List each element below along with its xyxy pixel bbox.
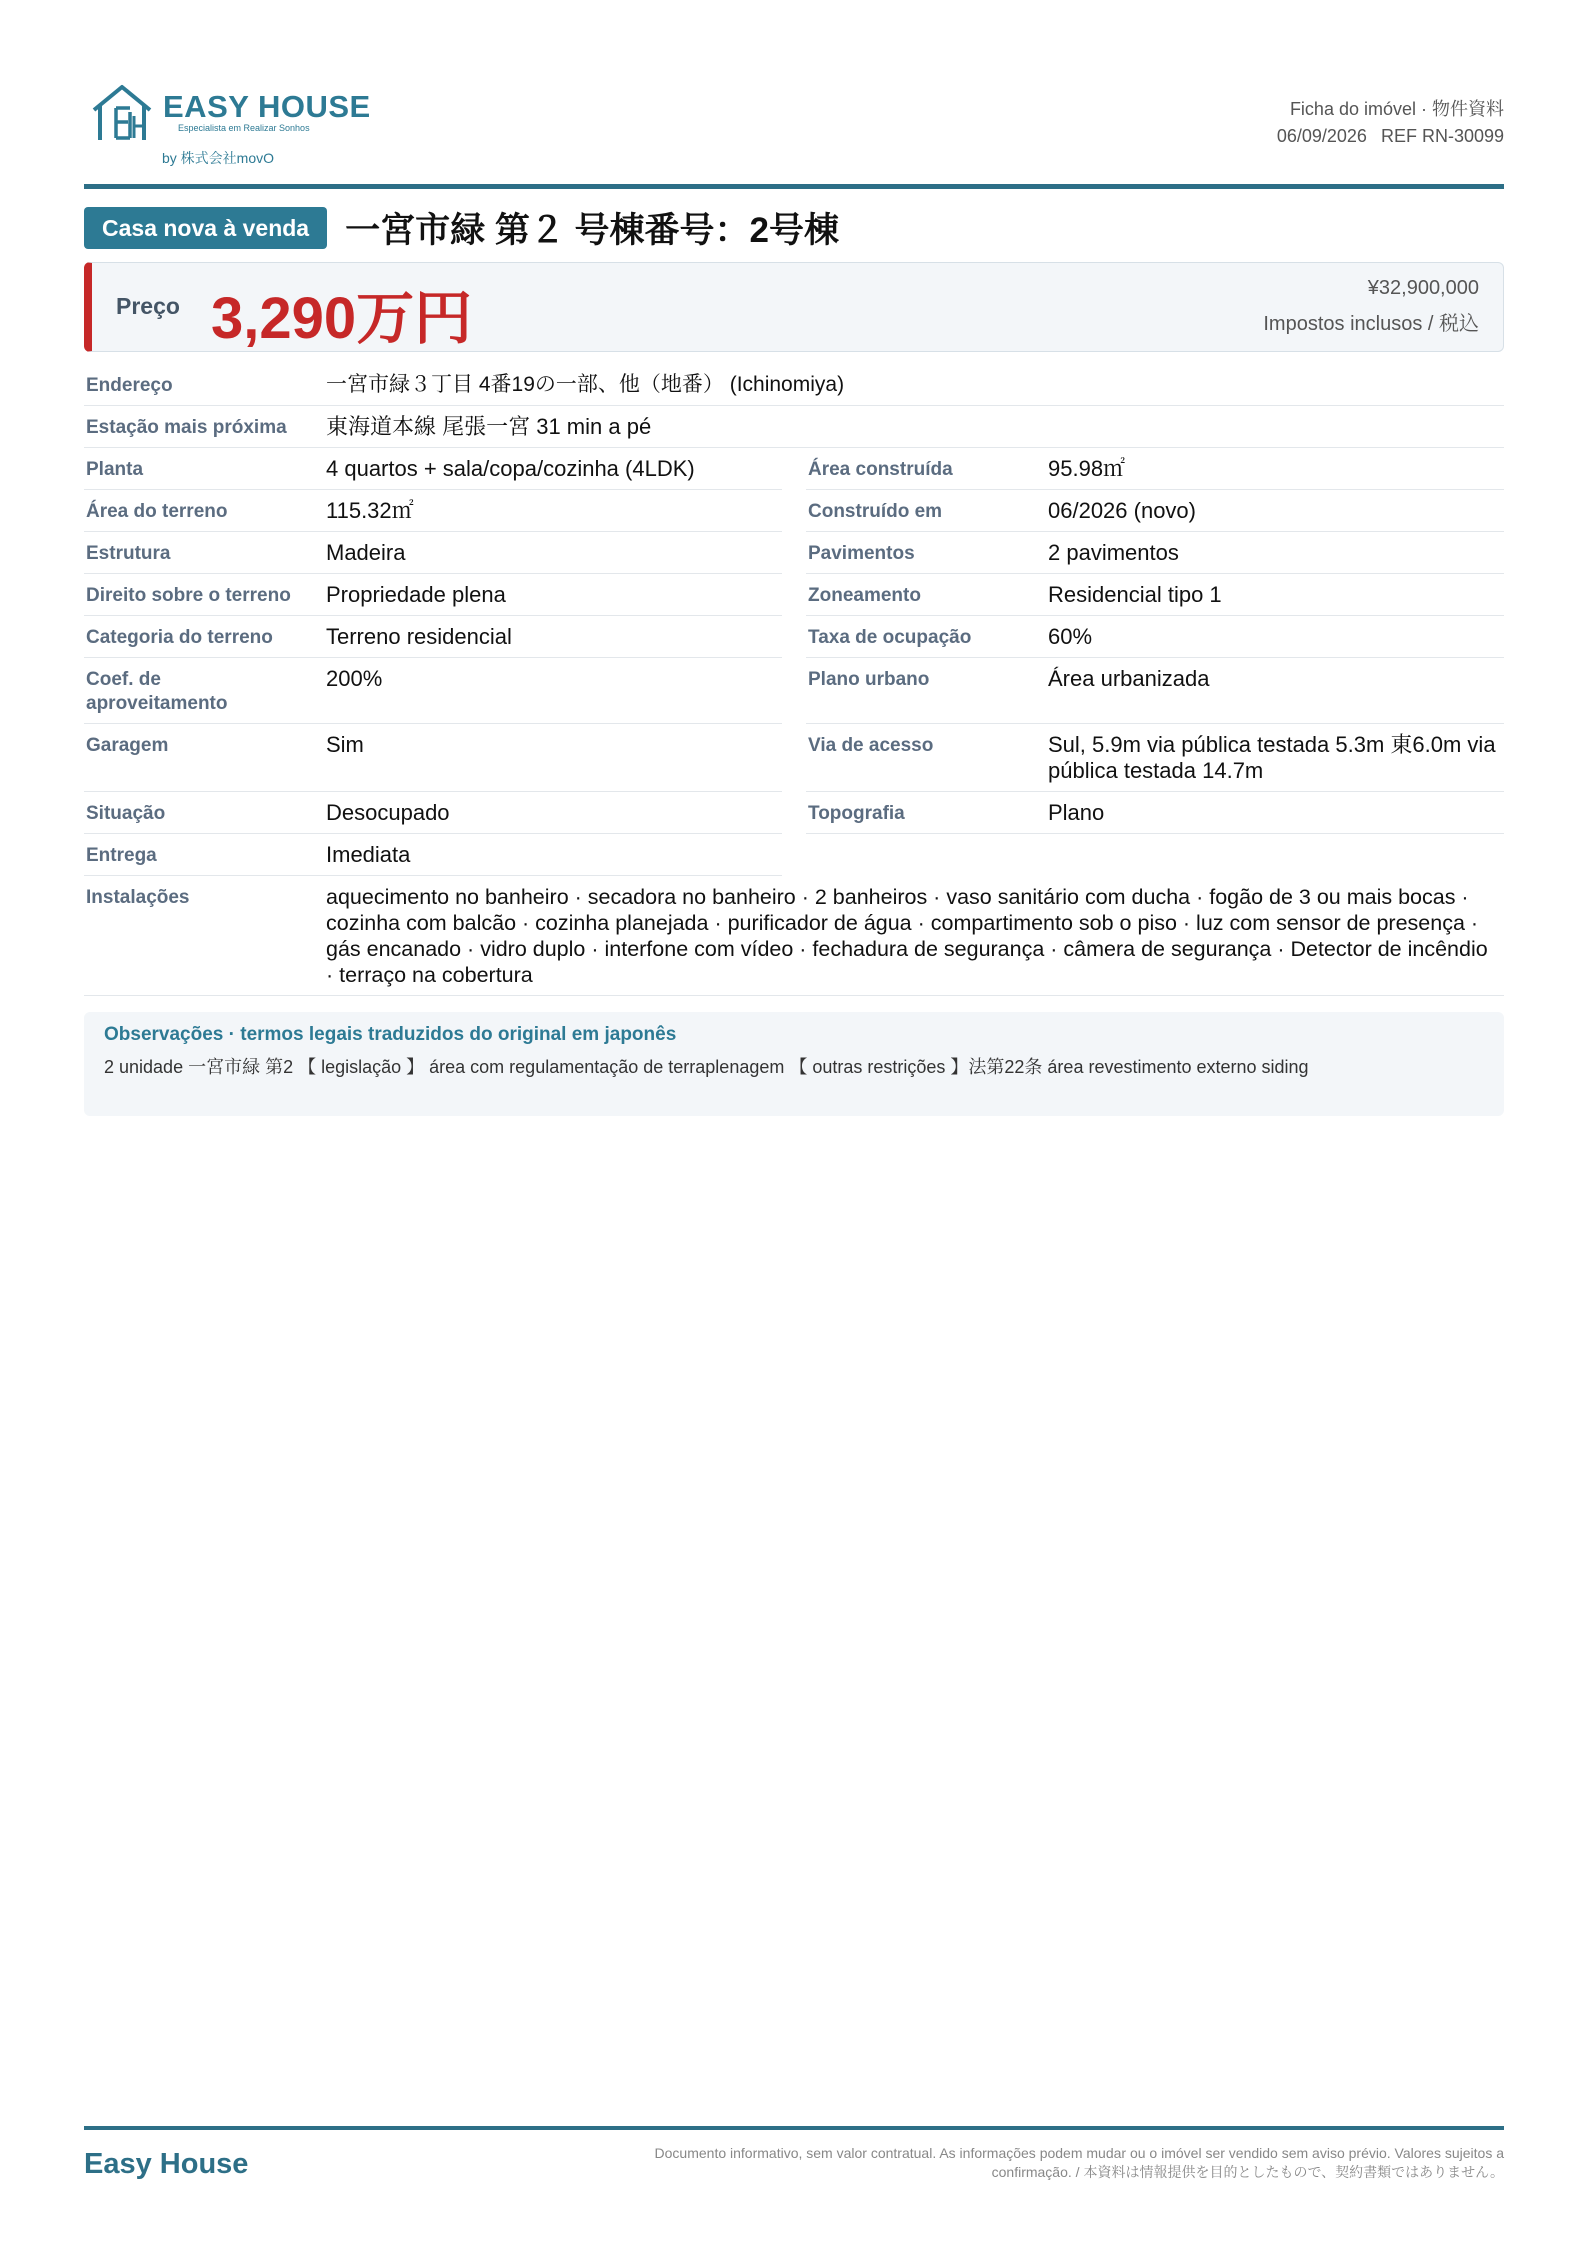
detail-value: 一宮市緑３丁目 4番19の一部、他（地番） (Ichinomiya) <box>326 373 845 396</box>
brand-logo <box>90 80 371 170</box>
detail-row-land-area <box>84 490 782 532</box>
detail-label: Estação mais próxima <box>86 417 287 438</box>
detail-row-address <box>84 364 1504 406</box>
detail-label: Pavimentos <box>808 543 915 564</box>
price-box <box>84 262 1504 352</box>
footer-disclaimer: Documento informativo, sem valor contratual. As informações podem mudar ou o imóvel ser vendido sem aviso prévio. Valores sujeitos a confirmação. / 本資料は情報提供を目的としたもので、契約書類ではありません。 <box>654 2145 1504 2180</box>
detail-label: Plano urbano <box>808 669 930 690</box>
price-value: 3,290万円 <box>211 286 473 351</box>
detail-label: Construído em <box>808 501 943 522</box>
detail-row-coverage <box>806 616 1504 658</box>
detail-value: Residencial tipo 1 <box>1048 582 1222 607</box>
footer-brand: Easy House <box>84 2148 249 2180</box>
detail-label: Área do terreno <box>86 501 228 522</box>
detail-value: 115.32㎡ <box>326 498 414 523</box>
brand-tagline: Especialista em Realizar Sonhos <box>178 123 310 133</box>
page-header <box>84 80 1504 186</box>
detail-label: Entrega <box>86 845 157 866</box>
detail-row-zoning <box>806 574 1504 616</box>
detail-value: 2 pavimentos <box>1048 540 1179 565</box>
detail-label: Topografia <box>808 803 905 824</box>
header-divider <box>84 184 1504 189</box>
detail-label: Direito sobre o terreno <box>86 585 291 606</box>
detail-value: aquecimento no banheiro · secadora no banheiro · 2 banheiros · vaso sanitário com ducha · fogão de 3 ou mais bocas · cozinha com balcão · cozinha planejada · purificador de água · compartimento sob o piso · luz com sensor de presença · gás encanado · vidro duplo · interfone com vídeo · fechadura de segurança · câmera de segurança · Detector de incêndio · terraço na cobertura <box>326 885 1488 987</box>
detail-row-facilities <box>84 876 1504 996</box>
footer-divider <box>84 2126 1504 2130</box>
brand-name: EASY HOUSE <box>163 89 371 124</box>
detail-value: 06/2026 (novo) <box>1048 498 1196 523</box>
document-date: 06/09/2026 <box>1276 126 1367 146</box>
detail-row-topography <box>806 792 1504 834</box>
detail-value: Imediata <box>326 842 411 867</box>
price-label: Preço <box>116 293 180 319</box>
detail-label: Via de acesso <box>808 735 934 756</box>
detail-row-floors <box>806 532 1504 574</box>
detail-label: Zoneamento <box>808 585 921 606</box>
detail-row-far <box>84 658 782 724</box>
document-meta <box>1277 96 1504 150</box>
detail-value: Desocupado <box>326 800 450 825</box>
price-tax-note: Impostos inclusos / 税込 <box>1263 313 1479 335</box>
listing-title: 一宮市緑 第２ 号棟番号：2号棟 <box>345 211 840 250</box>
house-icon <box>90 82 154 144</box>
detail-row-layout <box>84 448 782 490</box>
detail-value: Propriedade plena <box>326 582 506 607</box>
detail-row-urban-plan <box>806 658 1504 724</box>
detail-label: Garagem <box>86 735 169 756</box>
detail-label: Instalações <box>86 887 190 908</box>
listing-title-row <box>84 206 1504 250</box>
detail-value: 200% <box>326 666 383 691</box>
detail-row-status <box>84 792 782 834</box>
detail-row-land-category <box>84 616 782 658</box>
detail-value: 東海道本線 尾張一宮 31 min a pé <box>326 414 652 439</box>
detail-value: 95.98㎡ <box>1048 456 1126 481</box>
notes-box <box>84 1012 1504 1116</box>
detail-label: Endereço <box>86 375 173 396</box>
detail-row-built-in <box>806 490 1504 532</box>
detail-value: 4 quartos + sala/copa/cozinha (4LDK) <box>326 456 695 481</box>
detail-label: Taxa de ocupação <box>808 627 972 648</box>
detail-row-parking <box>84 724 782 792</box>
document-type: Ficha do imóvel · 物件資料 <box>1289 99 1504 119</box>
detail-value: Sul, 5.9m via pública testada 5.3m 東6.0m via pública testada 14.7m <box>1048 732 1496 783</box>
detail-row-land-rights <box>84 574 782 616</box>
detail-value: Plano <box>1048 800 1105 825</box>
brand-company: by 株式会社movO <box>162 150 275 166</box>
detail-label: Planta <box>86 459 144 480</box>
detail-label: Estrutura <box>86 543 171 564</box>
detail-label: Categoria do terreno <box>86 627 273 648</box>
price-yen: ¥32,900,000 <box>1367 277 1479 299</box>
detail-row-built-area <box>806 448 1504 490</box>
detail-label: Área construída <box>808 459 953 480</box>
detail-label: Coef. de aproveitamento <box>86 669 228 714</box>
detail-value: Terreno residencial <box>326 624 512 649</box>
detail-label: Situação <box>86 803 166 824</box>
detail-value: 60% <box>1048 624 1093 649</box>
detail-row-delivery <box>84 834 782 876</box>
detail-row-structure <box>84 532 782 574</box>
notes-body: 2 unidade 一宮市緑 第2 【 legislação 】 área com regulamentação de terraplenagem 【 outras restrições 】法第22条 área revestimento externo siding <box>104 1057 1309 1077</box>
detail-row-station <box>84 406 1504 448</box>
detail-row-access-road <box>806 724 1504 792</box>
detail-value: Sim <box>326 732 364 757</box>
detail-value: Madeira <box>326 540 406 565</box>
reference-code: REF RN-30099 <box>1380 126 1504 146</box>
listing-type-badge: Casa nova à venda <box>84 207 327 249</box>
notes-title: Observações · termos legais traduzidos do original em japonês <box>104 1024 677 1045</box>
detail-value: Área urbanizada <box>1048 666 1210 691</box>
